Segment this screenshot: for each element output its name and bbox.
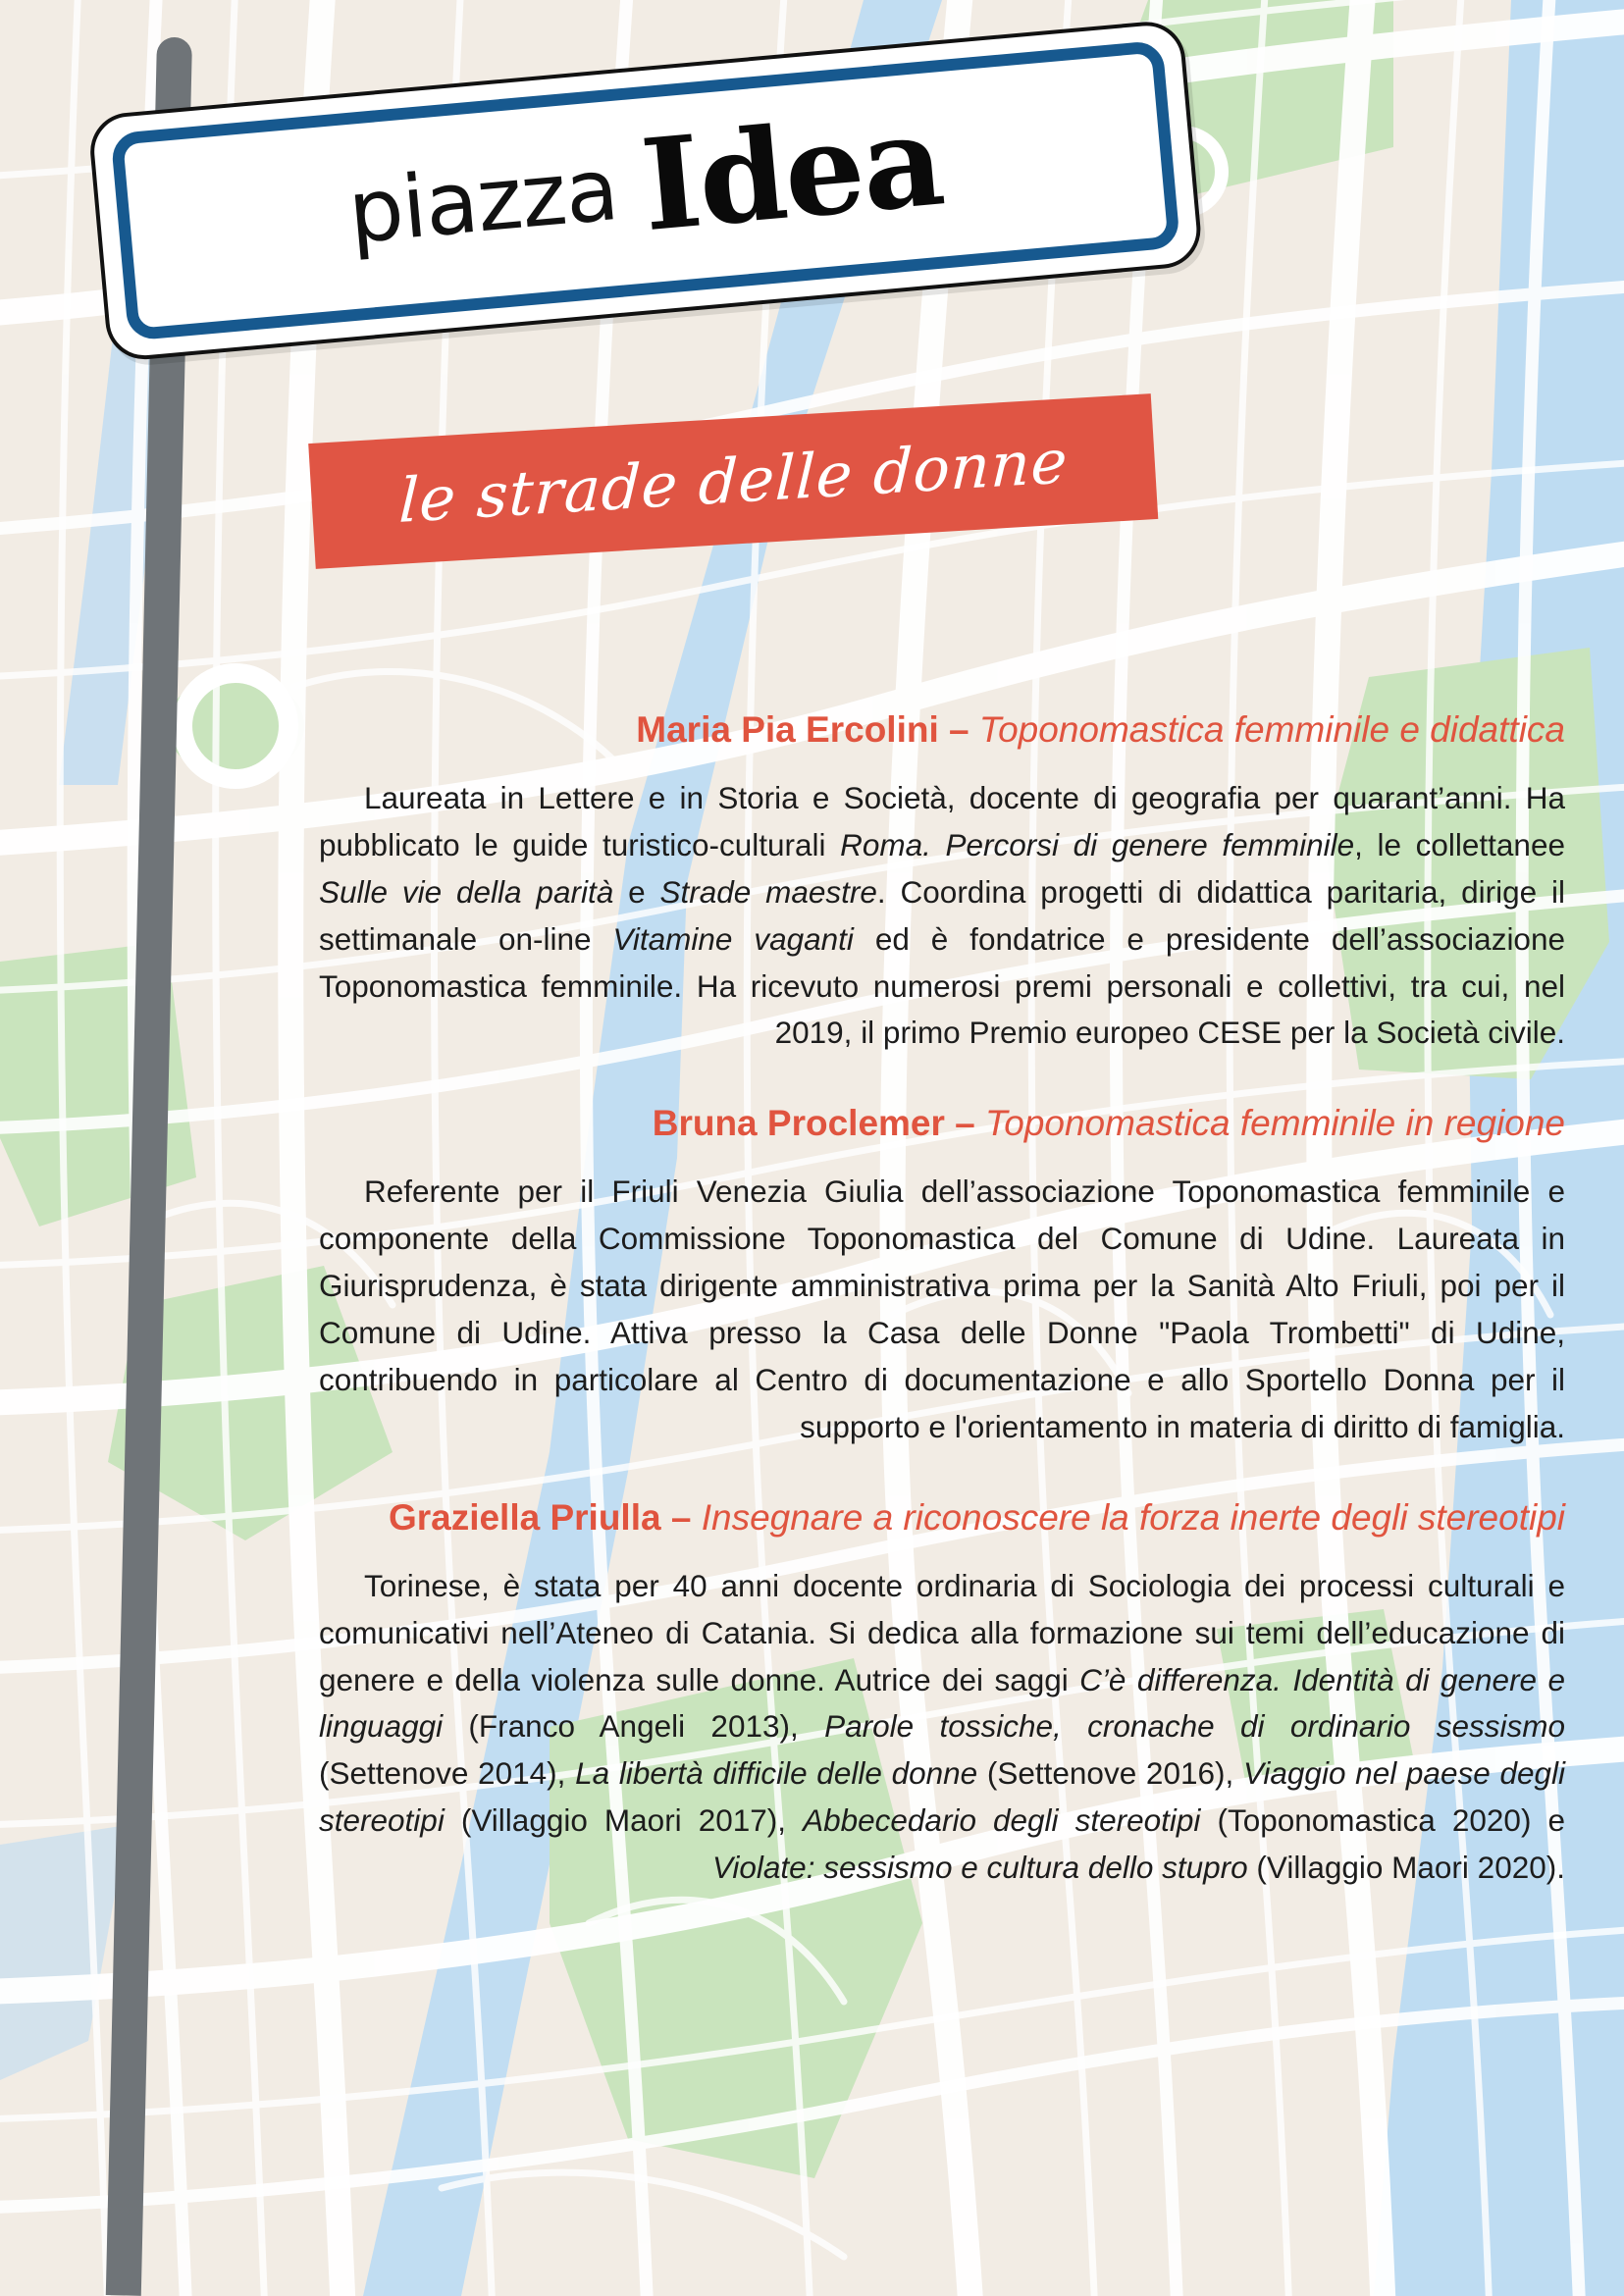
speaker-dash: – — [944, 1103, 986, 1144]
speaker-heading — [319, 1100, 1565, 1147]
speaker-title: Toponomastica femminile e didattica — [978, 709, 1565, 750]
speaker-block — [319, 1100, 1565, 1450]
sign-main-word: Idea — [636, 86, 949, 261]
speaker-name: Maria Pia Ercolini — [636, 709, 939, 750]
speaker-dash: – — [938, 709, 979, 750]
speaker-dash: – — [660, 1496, 702, 1538]
speaker-block — [319, 1494, 1565, 1892]
speaker-title: Toponomastica femminile in regione — [985, 1103, 1565, 1144]
speaker-heading — [319, 706, 1565, 754]
speaker-title: Insegnare a riconoscere la forza inerte degli stereotipi — [701, 1496, 1565, 1538]
speaker-bio: Torinese, è stata per 40 anni docente ordinaria di Sociologia dei processi culturali e comunicativi nell’Ateneo di Catania. Si dedica alla formazione sui temi dell’educazione di genere e della violenza sulle donne. Autrice dei saggi C’è differenza. Identità di genere e linguaggi (Franco Angeli 2013), Parole tossiche, cronache di ordinario sessismo (Settenove 2014), La libertà difficile delle donne (Settenove 2016), Viaggio nel paese degli stereotipi (Villaggio Maori 2017), Abbecedario degli stereotipi (Toponomastica 2020) e Violate: sessismo e cultura dello stupro (Villaggio Maori 2020). — [319, 1567, 1566, 1886]
speaker-heading — [319, 1494, 1565, 1541]
speaker-bio: Referente per il Friuli Venezia Giulia dell’associazione Toponomastica femminile e componente della Commissione Toponomastica del Comune di Udine. Laureata in Giurisprudenza, è stata dirigente amministrativa prima per la Sanità Alto Friuli, poi per il Comune di Udine. Attiva presso la Casa delle Donne "Paola Trombetti" di Udine, contribuendo in particolare al Centro di documentazione e allo Sportello Donna per il supporto e l'orientamento in materia di diritto di famiglia. — [319, 1174, 1565, 1444]
speaker-name: Bruna Proclemer — [652, 1103, 945, 1144]
tagline-text: le strade delle donne — [396, 425, 1070, 537]
speaker-bio: Laureata in Lettere e in Storia e Società, docente di geografia per quarant’anni. Ha pubblicato le guide turistico-culturali Roma. Percorsi di genere femminile, le collettanee Sulle vie della parità e Strade maestre. Coordina progetti di didattica paritaria, dirige il settimanale on-line Vitamine vaganti ed è fondatrice e presidente dell’associazione Toponomastica femminile. Ha ricevuto numerosi premi personali e collettivi, tra cui, nel 2019, il primo Premio europeo CESE per la Società civile. — [319, 780, 1565, 1051]
speaker-block — [319, 706, 1565, 1057]
sign-prefix-word: piazza — [343, 137, 622, 263]
speakers-section — [319, 706, 1565, 1892]
speaker-name: Graziella Priulla — [388, 1496, 661, 1538]
